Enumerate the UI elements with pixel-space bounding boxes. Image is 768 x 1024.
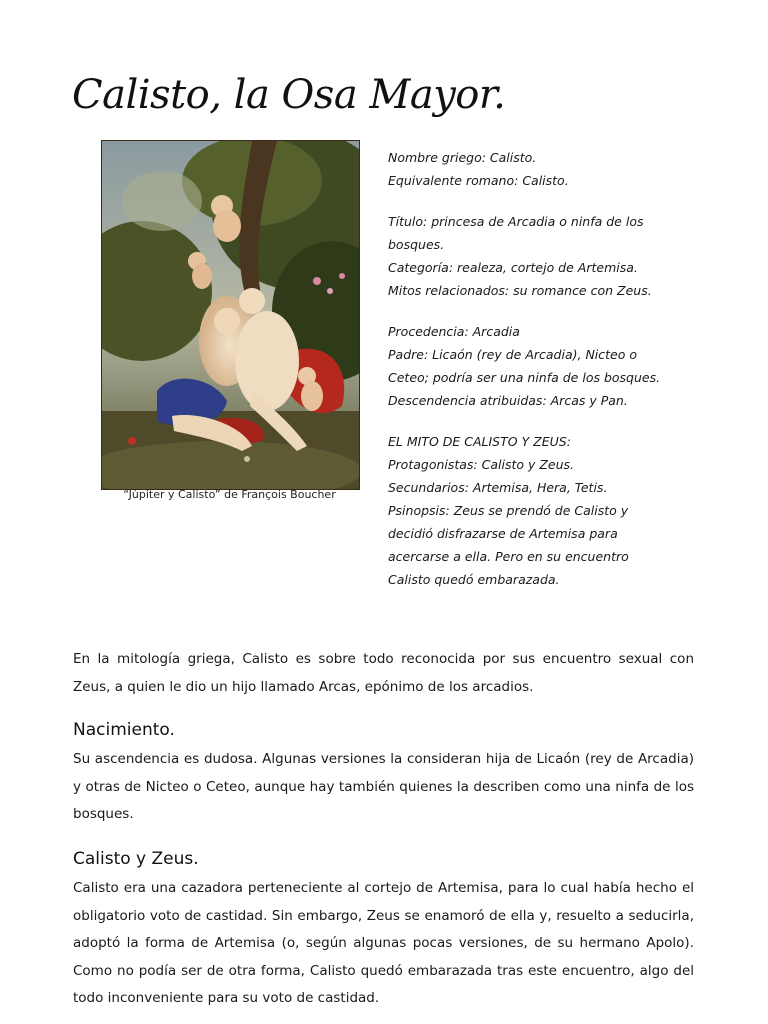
info-line: decidió disfrazarse de Artemisa para: [388, 526, 618, 541]
painting-illustration: [102, 141, 359, 489]
info-line: Procedencia: Arcadia: [388, 324, 520, 339]
info-line: Equivalente romano: Calisto.: [388, 173, 569, 188]
info-line: acercarse a ella. Pero en su encuentro: [388, 549, 629, 564]
info-line: Categoría: realeza, cortejo de Artemisa.: [388, 260, 638, 275]
info-line: Padre: Licaón (rey de Arcadia), Nicteo o: [388, 347, 638, 362]
info-line: Calisto quedó embarazada.: [388, 572, 560, 587]
info-line: EL MITO DE CALISTO Y ZEUS:: [388, 434, 571, 449]
info-line: Nombre griego: Calisto.: [388, 150, 537, 165]
info-line: Secundarios: Artemisa, Hera, Tetis.: [388, 480, 608, 495]
info-line: Descendencia atribuidas: Arcas y Pan.: [388, 393, 628, 408]
info-line: bosques.: [388, 237, 445, 252]
info-panel: [388, 146, 688, 591]
intro-paragraph: En la mitología griega, Calisto es sobre todo reconocida por sus encuentro sexual con Zeus, a quien le dio un hijo llamado Arcas, epónimo de los arcadios.: [73, 651, 694, 695]
section-heading-calisto-zeus: Calisto y Zeus.: [73, 849, 199, 869]
info-line: Mitos relacionados: su romance con Zeus.: [388, 283, 652, 298]
info-line: Ceteo; podría ser una ninfa de los bosques.: [388, 370, 661, 385]
section-text-calisto-zeus: Calisto era una cazadora perteneciente al cortejo de Artemisa, para lo cual había hecho el obligatorio voto de castidad. Sin embargo, Zeus se enamoró de ella y, resuelto a seducirla, adoptó la forma de Artemisa (o, según algunas pocas versiones, de su hermano Apolo). Como no podía ser de otra forma, Calisto quedó embarazada tras este encuentro, algo del todo inconveniente para su voto de castidad.: [73, 880, 694, 1006]
section-text-nacimiento: Su ascendencia es dudosa. Algunas versiones la consideran hija de Licaón (rey de Arcadia) y otras de Nicteo o Ceteo, aunque hay también quienes la describen como una ninfa de los bosques.: [73, 751, 694, 822]
info-line: Psinopsis: Zeus se prendó de Calisto y: [388, 503, 629, 518]
info-line: Protagonistas: Calisto y Zeus.: [388, 457, 575, 472]
painting-caption: “Júpiter y Calisto” de François Boucher: [123, 488, 336, 501]
page-title: Calisto, la Osa Mayor.: [72, 72, 506, 118]
section-heading-nacimiento: Nacimiento.: [73, 720, 175, 740]
painting-image: [101, 140, 360, 490]
info-line: Título: princesa de Arcadia o ninfa de los: [388, 214, 644, 229]
